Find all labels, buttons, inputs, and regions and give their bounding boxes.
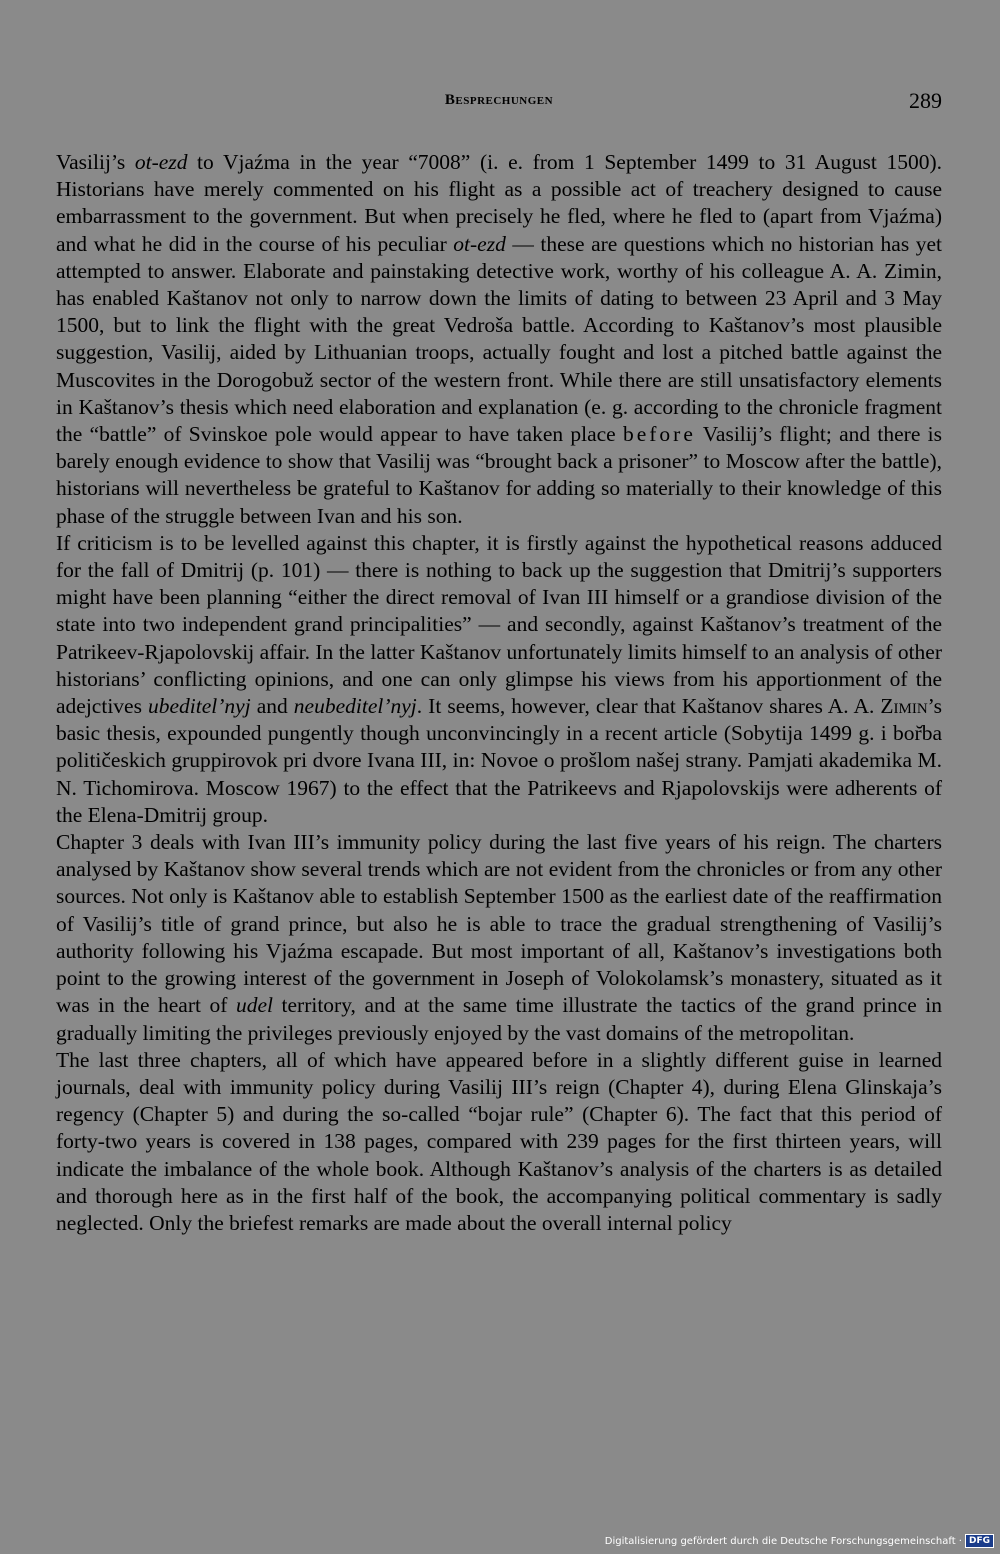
italic-term: ubeditel’nyj	[148, 694, 251, 719]
text-run: The last three chapters, all of which have appeared before in a slightly different guise in learned journals, deal with immunity policy during Vasilij III’s reign (Chapter 4), during Elena Glinskaja’s regency (Chapter 5) and during the so-called “bojar rule” (Chapter 6). The fact that this period of forty-two years is covered in 138 pages, compared with 239 pages for the first thirteen years, will indicate the imbalance of the whole book. Although Kaštanov’s analysis of the charters is as detailed and thorough here as in the first half of the book, the accompanying political commentary is sadly neglected. Only the briefest remarks are made about the overall internal policy	[56, 1047, 942, 1235]
text-run: If criticism is to be levelled against this chapter, it is firstly against the hypothetical reasons adduced for the fall of Dmitrij (p. 101) — there is nothing to back up the suggestion that Dmitrij’s supporters might have been planning “either the direct removal of Ivan III himself or a grandiose division of the state into two independent grand principalities” — and secondly, against Kaštanov’s treatment of the Patrikeev-Rjapolovskij affair. In the latter Kaštanov unfortunately limits himself to an analysis of other historians’ conflicting opinions, and one can only glimpse his views from his apportionment of the adejctives	[56, 530, 942, 719]
paragraph	[56, 829, 942, 1047]
text-run: — these are questions which no historian has yet attempted to answer. Elaborate and painstaking detective work, worthy of his colleague A. A. Zimin, has enabled Kaštanov not only to narrow down the limits of dating to between 23 April and 3 May 1500, but to link the flight with the great Vedroša battle. According to Kaštanov’s most plausible suggestion, Vasilij, aided by Lithuanian troops, actually fought and lost a pitched battle against the Muscovites in the Dorogobuž sector of the western front. While there are still unsatisfactory elements in Kaštanov’s thesis which need elaboration and explanation (e. g. according to the chronicle fragment the “battle” of Svinskoe pole would appear to have taken place	[56, 231, 942, 447]
text-run: Vasilij’s flight; and there is barely enough evidence to show that Vasilij was “brought back a prisoner” to Moscow after the battle), historians will nevertheless be grateful to Kaštanov for adding so materially to their knowledge of this phase of the struggle between Ivan and his son.	[56, 422, 942, 528]
spaced-emphasis: before	[622, 422, 696, 447]
text-run: ’s basic thesis, expounded pungently though unconvincingly in a recent article (Sobytija 1499 g. i bor̆ba političeskich gruppirovok pri dvore Ivana III, in: Novoe o prošlom našej strany. Pamjati akademika M. N. Tichomirova. Moscow 1967) to the effect that the Patrikeevs and Rjapolovskijs were adherents of the Elena-Dmitrij group.	[56, 694, 943, 827]
running-head: Besprechungen	[444, 92, 554, 108]
paragraph	[56, 149, 942, 530]
body-text	[56, 149, 942, 1237]
page-number: 289	[909, 88, 942, 113]
page-header	[56, 90, 942, 120]
digitization-footer	[605, 1534, 994, 1548]
text-run: . It seems, however, clear that Kaštanov shares A. A.	[416, 694, 881, 719]
dfg-logo: DFG	[965, 1534, 994, 1548]
paragraph	[56, 1047, 942, 1237]
italic-term: ot-ezd	[453, 231, 506, 256]
paragraph	[56, 530, 942, 829]
digitization-credit: Digitalisierung gefördert durch die Deutsche Forschungsgemeinschaft ·	[604, 1535, 962, 1547]
text-run: Vasilij’s	[56, 150, 135, 174]
author-name: Zimin	[880, 694, 928, 719]
text-run: to Vjaźma in the year “7008” (i. e. from 1 September 1499 to 31 August 1500). Historians have merely commented on his flight as a possible act of treachery designed to cause embarrassment to the government. But when precisely he fled, where he fled to (apart from Vjaźma) and what he did in the course of his peculiar	[56, 150, 942, 256]
italic-term: neubeditel’nyj	[293, 694, 417, 719]
text-run: Chapter 3 deals with Ivan III’s immunity policy during the last five years of his reign. The charters analysed by Kaštanov show several trends which are not evident from the chronicles or from any other sources. Not only is Kaštanov able to establish September 1500 as the earliest date of the reaffirmation of Vasilij’s title of grand prince, but also he is able to trace the gradual strengthening of Vasilij’s authority following his Vjaźma escapade. But most important of all, Kaštanov’s investigations both point to the growing interest of the government in Joseph of Volokolamsk’s monastery, situated as it was in the heart of	[56, 830, 942, 1018]
text-run: territory, and at the same time illustrate the tactics of the grand prince in gradually limiting the privileges previously enjoyed by the vast domains of the metropolitan.	[56, 993, 942, 1045]
text-run: and	[250, 694, 294, 719]
italic-term: udel	[235, 993, 273, 1018]
italic-term: ot-ezd	[134, 150, 188, 174]
